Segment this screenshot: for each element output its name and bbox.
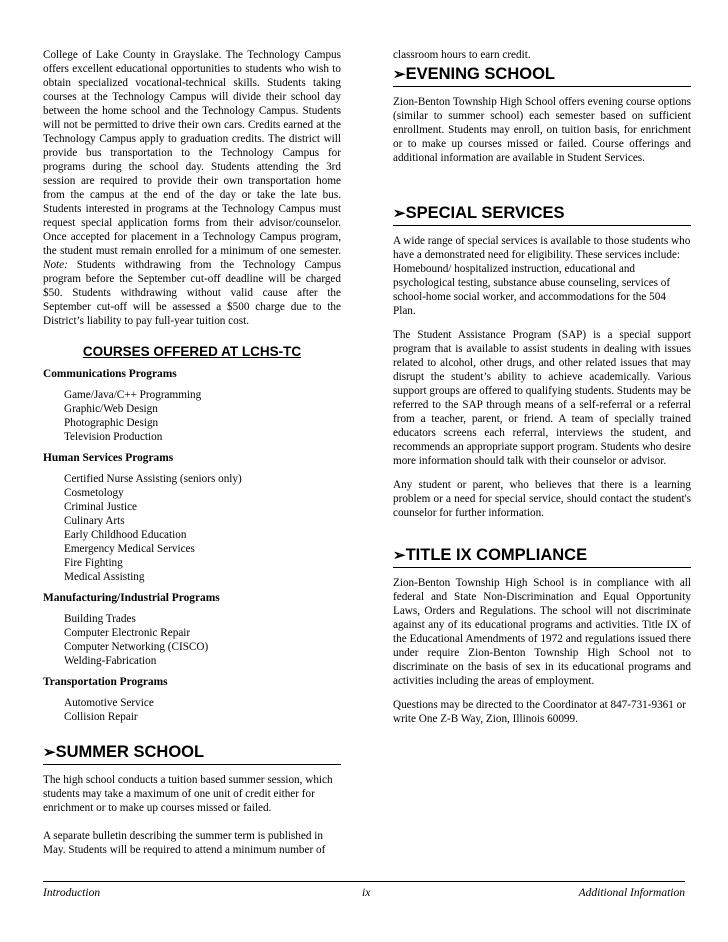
course-item: Welding-Fabrication [64,655,157,667]
tech-campus-paragraph: College of Lake County in Grayslake. The Technology Campus offers excellent educational opportunities to students who wish to obtain specialized vocational-technical skills. Students taking courses at the Technology Campus will divide their school day between the home school and the Technology Campus. Students will not be permitted to drive their own cars. Credits earned at the Technology Campus apply to graduation credits. The district will provide bus transportation to the Technology Campus for programs during the school day. Students attending the 3rd session are required to provide their own transportation home from the campus at the end of the day or take the late bus. Students interested in programs at the Technology Campus must request special application forms from their advisor/counselor. Once accepted for placement in a Technology Campus program, the student must remain enrolled for a minimum of one semester. Note: Students withdrawing from the Technology Campus program before the September cut-off deadline will be charged $50. Students withdrawing without valid cause after the September cut-off will be assessed a $500 charge due to the District’s liability to pay full-year tuition cost. [43,49,341,327]
program-category-title: Communications Programs [43,368,177,380]
course-item: Graphic/Web Design [64,403,158,415]
evening-school-heading: ➢EVENING SCHOOL [393,64,691,87]
title-ix-paragraph: Zion-Benton Township High School is in compliance with all federal and State Non-Discrimination and Equal Opportunity Laws, Orders and Regulations. The school will not discriminate against any of its educational programs and activities. Title IX of the Educational Amendments of 1972 and regulations issued there under require Zion-Benton Township High School not to discriminate on the basis of sex in its educational programs and activities including the areas of employment. [393,577,691,687]
footer-chapter-name: Additional Information [578,887,685,899]
special-paragraph-3: Any student or parent, who believes that there is a learning problem or a need for special service, should contact the student's counselor for further information. [393,479,691,519]
left-column [43,48,341,857]
special-paragraph-1: A wide range of special services is available to those students who have a demonstrated need for eligibility. These services include: Homebound/ hospitalized instruction, educational and psychological testing, substance abuse counseling, services of school-home social worker, and accommodations for the 504 Plan. [393,235,691,317]
course-item: Early Childhood Education [64,529,187,541]
course-item: Certified Nurse Assisting (seniors only) [64,473,242,485]
program-course-list [43,472,341,584]
course-item: Automotive Service [64,697,154,709]
summer-paragraph-2: A separate bulletin describing the summer term is published in May. Students will be required to attend a minimum number of [43,830,326,856]
course-item: Computer Electronic Repair [64,627,191,639]
sap-paragraph: The Student Assistance Program (SAP) is a special support program that is available to assist students in dealing with issues related to alcohol, other drugs, and other related issues that may disrupt the student’s ability to achieve academically. Various support groups are offered to qualifying students. Students may be referred to the SAP through means of a self-referral or a referral from a teacher, parent, or friend. A team of specially trained educators screens each referral, interviews the student, and recommends an appropriate support program. Students who desire more information should talk with their counselor or advisor. [393,329,691,467]
program-category-title: Manufacturing/Industrial Programs [43,592,220,604]
program-course-list [43,388,341,444]
summer-continuation: classroom hours to earn credit. [393,49,531,61]
arrowhead-icon: ➢ [393,547,406,564]
right-column [393,48,691,726]
course-item: Criminal Justice [64,501,138,513]
course-item: Collision Repair [64,711,138,723]
course-item: Culinary Arts [64,515,125,527]
arrowhead-icon: ➢ [393,66,406,83]
course-item: Television Production [64,431,163,443]
summer-school-heading: ➢SUMMER SCHOOL [43,742,341,765]
course-item: Emergency Medical Services [64,543,195,555]
program-course-list [43,612,341,668]
arrowhead-icon: ➢ [393,205,406,222]
course-item: Medical Assisting [64,571,145,583]
note-label: Note: [43,259,68,271]
program-course-list [43,696,341,724]
course-item: Game/Java/C++ Programming [64,389,202,401]
title-ix-heading: ➢TITLE IX COMPLIANCE [393,545,691,568]
course-item: Cosmetology [64,487,124,499]
footer-section-name: Introduction [43,887,101,899]
course-item: Fire Fighting [64,557,123,569]
course-item: Photographic Design [64,417,159,429]
page-number: ix [362,887,371,899]
special-services-heading: ➢SPECIAL SERVICES [393,203,691,226]
program-category-title: Human Services Programs [43,452,174,464]
program-category-title: Transportation Programs [43,676,168,688]
course-item: Building Trades [64,613,136,625]
courses-offered-heading: COURSES OFFERED AT LCHS-TC [82,344,302,359]
page-footer [43,881,685,899]
arrowhead-icon: ➢ [43,744,56,761]
course-item: Computer Networking (CISCO) [64,641,209,653]
programs-list [43,367,341,724]
title-ix-questions: Questions may be directed to the Coordinator at 847-731-9361 or write One Z-B Way, Zion, Illinois 60099. [393,699,686,725]
evening-paragraph: Zion-Benton Township High School offers evening course options (similar to summer school) each semester based on sufficient enrollment. Students may enroll, on tuition basis, for enrichment or to make up courses missed or failed. Course offerings and additional information are available in Student Services. [393,96,691,164]
summer-paragraph-1: The high school conducts a tuition based summer session, which students may take a maximum of one unit of credit either for enrichment or to make up courses missed or failed. [43,774,333,814]
